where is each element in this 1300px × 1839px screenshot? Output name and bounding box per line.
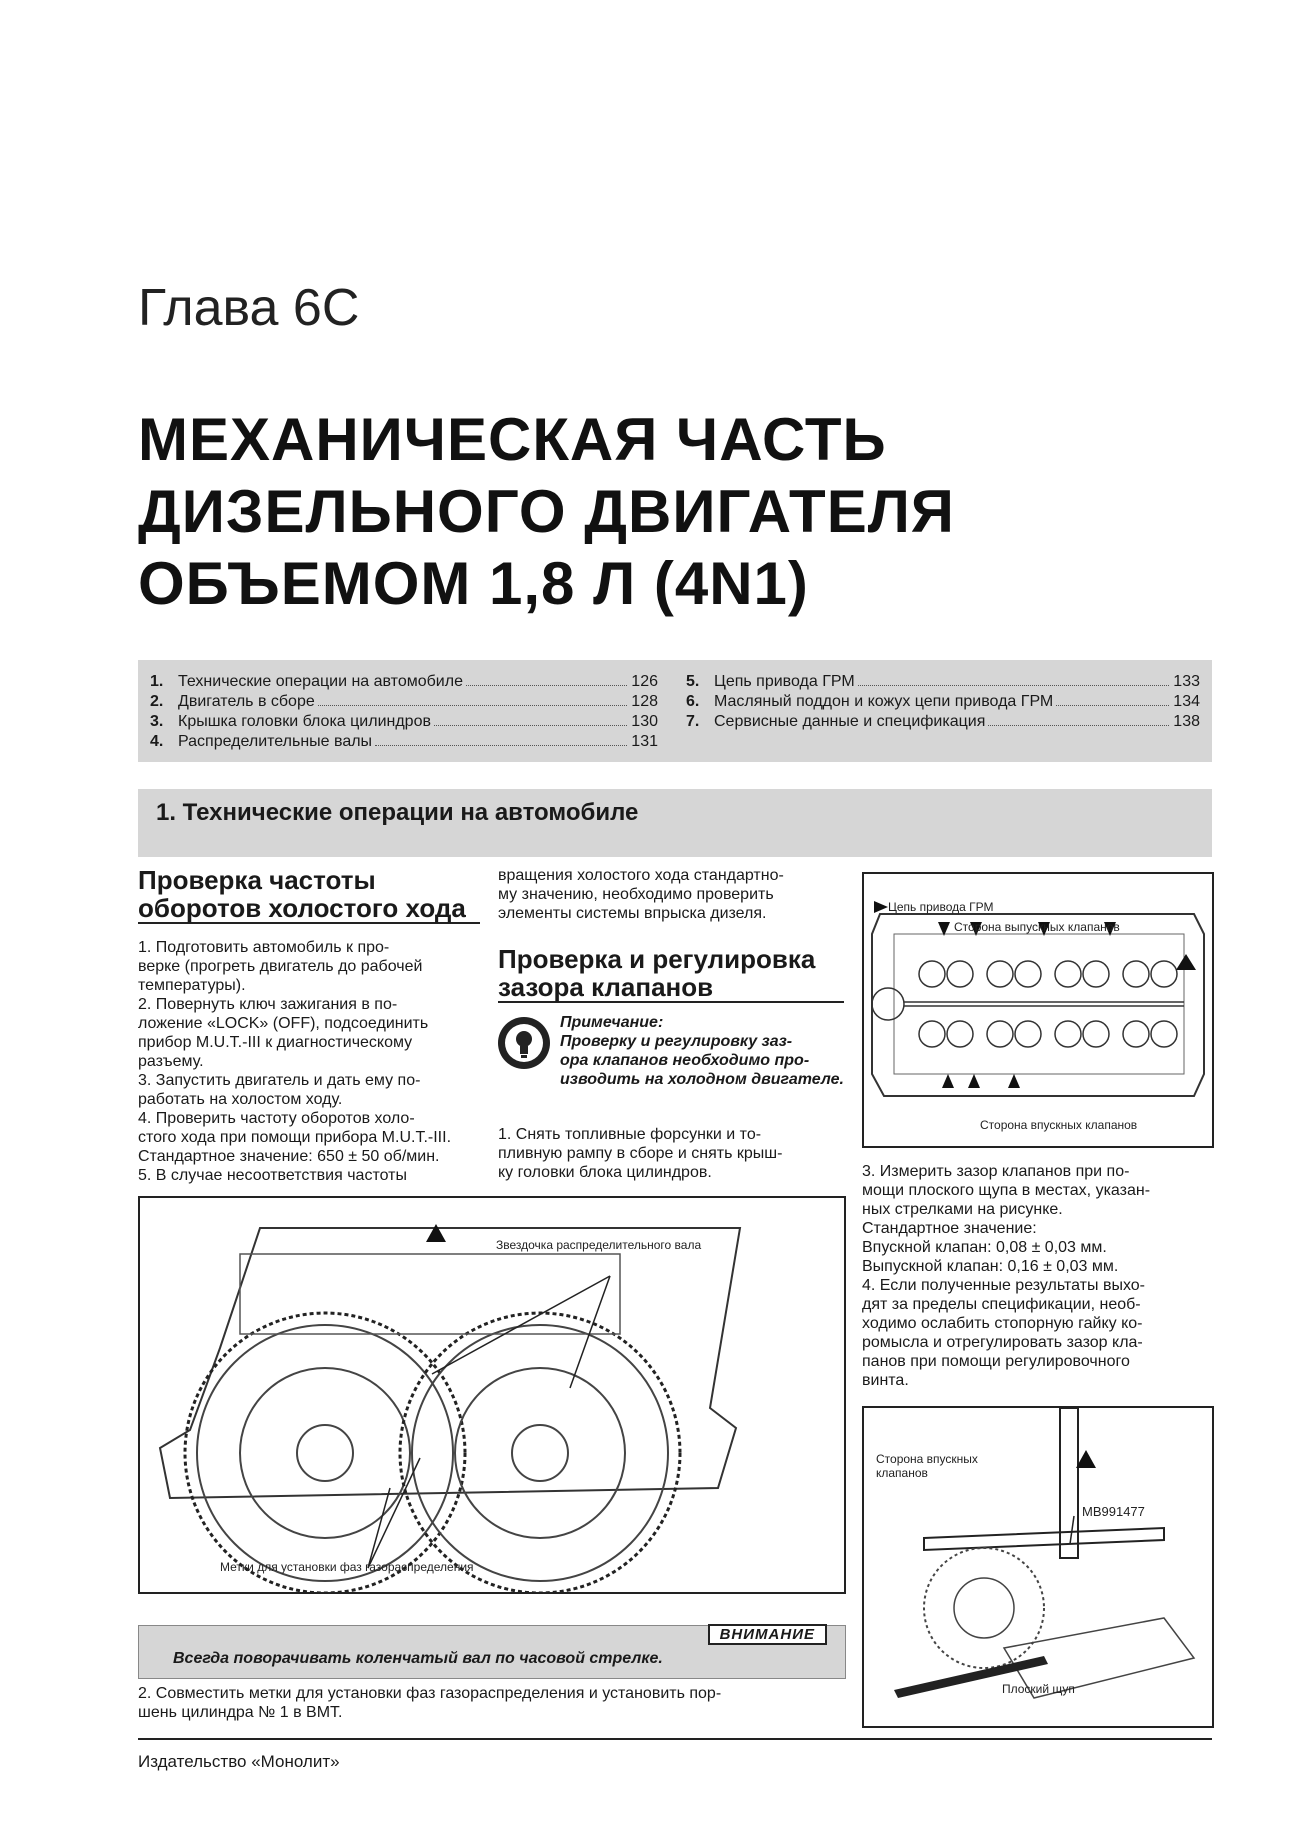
toc-num: 5.: [686, 673, 700, 690]
fig-label-timing-marks: Метки для установки фаз газораспределения: [220, 1560, 474, 1574]
warning-badge: ВНИМАНИЕ: [708, 1624, 827, 1645]
text-line: шень цилиндра № 1 в ВМТ.: [138, 1704, 343, 1721]
table-of-contents: [138, 660, 1212, 762]
note-text: [560, 1013, 844, 1089]
text-line: Выпускной клапан: 0,16 ± 0,03 мм.: [862, 1258, 1119, 1275]
figure-feeler-gauge: [862, 1406, 1214, 1728]
text-line: ложение «LOCK» (OFF), подсоединить: [138, 1015, 429, 1032]
text-line: работать на холостом ходу.: [138, 1091, 343, 1108]
heading-valve-clearance-line2: зазора клапанов: [498, 973, 844, 1003]
toc-page: 131: [631, 733, 658, 750]
warning-box: [138, 1625, 846, 1679]
toc-label: Цепь привода ГРМ: [714, 673, 855, 690]
cylinder-head-drawing: [864, 874, 1212, 1146]
fig-label-intake: Сторона впускных клапанов: [980, 1118, 1138, 1132]
figure-camshaft-sprockets: [138, 1196, 846, 1594]
toc-num: 4.: [150, 733, 164, 750]
text-line: дят за пределы спецификации, необ-: [862, 1296, 1141, 1313]
heading-idle-check-line2: оборотов холостого хода: [138, 894, 480, 924]
valve-step-1: [498, 1125, 844, 1182]
toc-item[interactable]: [686, 692, 1200, 712]
text-line: 1. Снять топливные форсунки и то-: [498, 1126, 762, 1143]
text-line: ромысла и отрегулировать зазор кла-: [862, 1334, 1143, 1351]
page-title: [138, 404, 955, 620]
text-line: температуры).: [138, 977, 246, 994]
text-line: 1. Подготовить автомобиль к про-: [138, 939, 390, 956]
text-line: 4. Если полученные результаты выхо-: [862, 1277, 1145, 1294]
toc-label: Распределительные валы: [178, 733, 373, 750]
toc-num: 3.: [150, 713, 164, 730]
text-line: Впускной клапан: 0,08 ± 0,03 мм.: [862, 1239, 1107, 1256]
fig-label-sprocket: Звездочка распределительного вала: [496, 1238, 702, 1252]
section-title: 1. Технические операции на автомобиле: [156, 799, 639, 826]
title-line: ОБЪЕМОМ 1,8 Л (4N1): [138, 550, 809, 617]
warning-text: Всегда поворачивать коленчатый вал по часовой стрелке.: [173, 1650, 663, 1667]
text-line: Стандартное значение: 650 ± 50 об/мин.: [138, 1148, 440, 1165]
text-line: Проверку и регулировку заз-: [560, 1033, 793, 1050]
text-line: му значению, необходимо проверить: [498, 886, 774, 903]
text-line: винта.: [862, 1372, 909, 1389]
text-line: ных стрелками на рисунке.: [862, 1201, 1063, 1218]
toc-page: 133: [1173, 673, 1200, 690]
text-line: Стандартное значение:: [862, 1220, 1037, 1237]
heading-valve-clearance: Проверка и регулировка: [498, 944, 816, 974]
toc-column-left: [150, 672, 658, 752]
text-line: стого хода при помощи прибора M.U.T.-III.: [138, 1129, 452, 1146]
toc-item[interactable]: [150, 672, 658, 692]
column-2: [498, 866, 844, 1182]
toc-page: 130: [631, 713, 658, 730]
toc-num: 7.: [686, 713, 700, 730]
title-line: МЕХАНИЧЕСКАЯ ЧАСТЬ: [138, 406, 887, 473]
footer-divider: [138, 1738, 1212, 1740]
text-line: верке (прогреть двигатель до рабочей: [138, 958, 423, 975]
toc-label: Технические операции на автомобиле: [178, 673, 463, 690]
fig-label-chain: Цепь привода ГРМ: [888, 900, 994, 914]
toc-label: Двигатель в сборе: [178, 693, 315, 710]
publisher-footer: Издательство «Монолит»: [138, 1752, 340, 1771]
text-line: пливную рампу в сборе и снять крыш-: [498, 1145, 783, 1162]
fig-label-line: клапанов: [876, 1466, 928, 1480]
note-block: [498, 1013, 844, 1089]
column-1: [138, 866, 480, 1185]
text-line: 3. Измерить зазор клапанов при по-: [862, 1163, 1130, 1180]
toc-label: Масляный поддон и кожух цепи привода ГРМ: [714, 693, 1054, 710]
chapter-label: Глава 6С: [138, 279, 360, 337]
toc-label: Крышка головки блока цилиндров: [178, 713, 431, 730]
text-line: 2. Совместить метки для установки фаз газораспределения и установить пор-: [138, 1685, 722, 1702]
section-header: [138, 789, 1212, 857]
valve-steps-3-4: [862, 1162, 1210, 1390]
figure-cylinder-head: [862, 872, 1214, 1148]
toc-label: Сервисные данные и спецификация: [714, 713, 986, 730]
info-bulb-icon: [498, 1017, 550, 1069]
text-line: ходимо ослабить стопорную гайку ко-: [862, 1315, 1143, 1332]
fig-label-line: Сторона впускных: [876, 1452, 978, 1466]
text-line: ку головки блока цилиндров.: [498, 1164, 712, 1181]
toc-page: 134: [1173, 693, 1200, 710]
camshaft-sprockets-drawing: [140, 1198, 844, 1592]
fig-label-tool-number: MB991477: [1082, 1504, 1145, 1519]
toc-num: 6.: [686, 693, 700, 710]
fig-label-intake-side: [876, 1452, 978, 1480]
toc-num: 1.: [150, 673, 164, 690]
toc-item[interactable]: [686, 712, 1200, 732]
text-line: 4. Проверить частоту оборотов холо-: [138, 1110, 415, 1127]
text-line: 3. Запустить двигатель и дать ему по-: [138, 1072, 421, 1089]
title-line: ДИЗЕЛЬНОГО ДВИГАТЕЛЯ: [138, 478, 955, 545]
toc-item[interactable]: [150, 692, 658, 712]
idle-check-steps: [138, 938, 480, 1185]
valve-step-2: [138, 1684, 844, 1722]
idle-check-continuation: [498, 866, 844, 923]
text-line: разъему.: [138, 1053, 204, 1070]
toc-page: 128: [631, 693, 658, 710]
text-line: 2. Повернуть ключ зажигания в по-: [138, 996, 398, 1013]
text-line: прибор M.U.T.-III к диагностическому: [138, 1034, 413, 1051]
text-line: мощи плоского щупа в местах, указан-: [862, 1182, 1151, 1199]
toc-page: 126: [631, 673, 658, 690]
text-line: вращения холостого хода стандартно-: [498, 867, 784, 884]
toc-item[interactable]: [150, 712, 658, 732]
toc-item[interactable]: [150, 732, 658, 752]
fig-label-exhaust: Сторона выпускных клапанов: [954, 920, 1120, 934]
toc-page: 138: [1173, 713, 1200, 730]
text-line: ора клапанов необходимо про-: [560, 1052, 810, 1069]
text-line: элементы системы впрыска дизеля.: [498, 905, 767, 922]
fig-label-feeler-gauge: Плоский щуп: [1002, 1682, 1075, 1696]
toc-num: 2.: [150, 693, 164, 710]
toc-item[interactable]: [686, 672, 1200, 692]
text-line: панов при помощи регулировочного: [862, 1353, 1130, 1370]
heading-idle-check: Проверка частоты: [138, 865, 376, 895]
text-line: изводить на холодном двигателе.: [560, 1071, 844, 1088]
toc-column-right: [686, 672, 1200, 732]
note-title: Примечание:: [560, 1014, 664, 1031]
text-line: 5. В случае несоответствия частоты: [138, 1167, 407, 1184]
